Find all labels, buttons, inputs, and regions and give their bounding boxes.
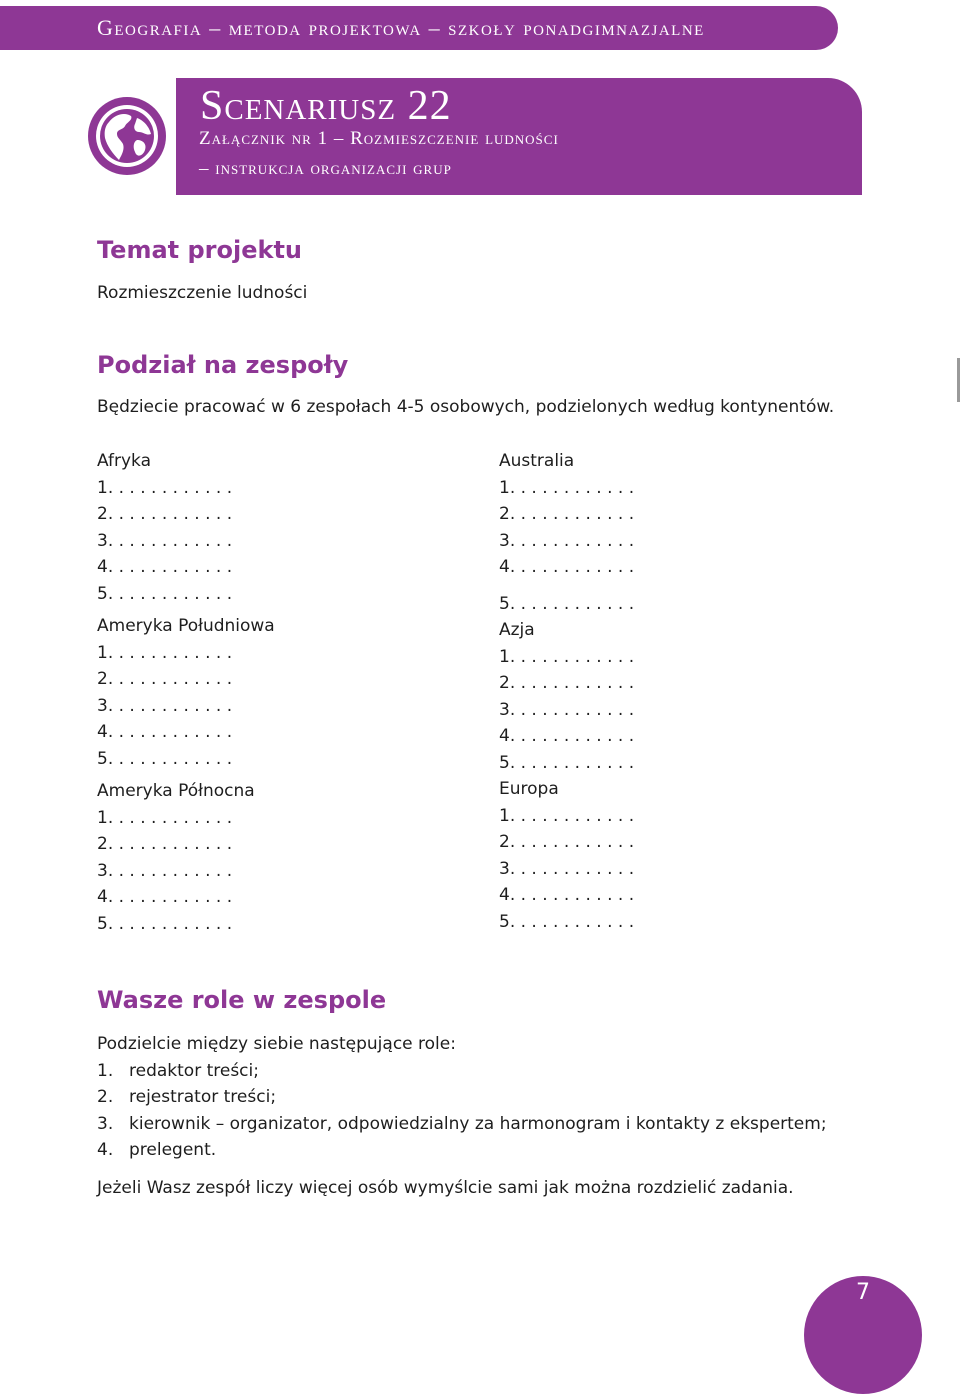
team-slot: 4. . . . . . . . . . . . [499,557,635,577]
role-number: 3. [97,1113,114,1134]
team-slot: 5. . . . . . . . . . . . [97,583,233,604]
globe-icon [87,96,167,176]
teams-left-column [97,448,275,937]
role-item [97,1058,827,1085]
team-slot: 5. . . . . . . . . . . . [97,748,233,769]
teams-heading: Podział na zespoły [97,351,349,379]
roles-note: Jeżeli Wasz zespół liczy więcej osób wymyślcie sami jak można rozdzielić zadania. [97,1178,794,1198]
team-slot: 1. . . . . . . . . . . . [499,805,635,826]
roles-list [97,1031,827,1164]
role-item [97,1137,827,1164]
team-slot: 5. . . . . . . . . . . . [97,913,233,934]
team-slot: 5. . . . . . . . . . . . [499,752,635,773]
team-slot: 4. . . . . . . . . . . . [97,722,233,742]
team-slot: 4. . . . . . . . . . . . [499,885,635,905]
team-slot: 3. . . . . . . . . . . . [499,858,635,879]
roles-heading: Wasze role w zespole [97,986,387,1014]
teams-right-column [499,448,634,935]
team-slot: 1. . . . . . . . . . . . [97,642,233,663]
team-slot: 3. . . . . . . . . . . . [499,699,635,720]
team-slot: 2. . . . . . . . . . . . [97,504,233,524]
team-slot: 4. . . . . . . . . . . . [499,726,635,746]
scenario-subtitle-line1: Załącznik nr 1 – Rozmieszczenie ludności [199,128,559,149]
team-slot: 5. . . . . . . . . . . . [499,593,635,614]
team-name-south-america: Ameryka Południowa [97,616,275,636]
teams-intro: Będziecie pracować w 6 zespołach 4-5 osobowych, podzielonych według kontynentów. [97,397,835,417]
team-slot: 4. . . . . . . . . . . . [97,887,233,907]
team-slot: 3. . . . . . . . . . . . [97,860,233,881]
page-number: 7 [856,1280,870,1305]
role-number: 2. [97,1087,114,1107]
team-name-asia: Azja [499,620,535,640]
roles-intro: Podzielcie między siebie następujące role: [97,1034,456,1054]
team-name-australia: Australia [499,451,575,471]
role-text: redaktor treści; [129,1060,259,1081]
team-slot: 2. . . . . . . . . . . . [499,832,635,852]
team-slot: 2. . . . . . . . . . . . [97,834,233,854]
role-item [97,1111,827,1138]
role-number: 1. [97,1060,114,1081]
team-slot: 3. . . . . . . . . . . . [97,530,233,551]
role-text: prelegent. [129,1140,217,1160]
role-text: kierownik – organizator, odpowiedzialny za harmonogram i kontakty z ekspertem; [129,1113,827,1134]
team-slot: 1. . . . . . . . . . . . [97,477,233,498]
scenario-subtitle-line2: – instrukcja organizacji grup [199,158,452,179]
team-slot: 2. . . . . . . . . . . . [499,504,635,524]
topic-text: Rozmieszczenie ludności [97,283,308,303]
team-slot: 2. . . . . . . . . . . . [97,669,233,689]
team-name-north-america: Ameryka Północna [97,781,255,801]
series-title: Geografia – metoda projektowa – szkoły ponadgimnazjalne [97,15,705,40]
role-number: 4. [97,1140,114,1160]
role-text: rejestrator treści; [129,1087,277,1107]
team-slot: 1. . . . . . . . . . . . [499,646,635,667]
team-name-africa: Afryka [97,451,152,471]
team-slot: 3. . . . . . . . . . . . [97,695,233,716]
team-name-europe: Europa [499,779,559,799]
scenario-title: Scenariusz 22 [200,83,452,129]
team-slot: 4. . . . . . . . . . . . [97,557,233,577]
team-slot: 5. . . . . . . . . . . . [499,911,635,932]
team-slot: 1. . . . . . . . . . . . [97,807,233,828]
team-slot: 1. . . . . . . . . . . . [499,477,635,498]
topic-heading: Temat projektu [97,236,303,264]
team-slot: 3. . . . . . . . . . . . [499,530,635,551]
role-item [97,1084,827,1111]
team-slot: 2. . . . . . . . . . . . [499,673,635,693]
